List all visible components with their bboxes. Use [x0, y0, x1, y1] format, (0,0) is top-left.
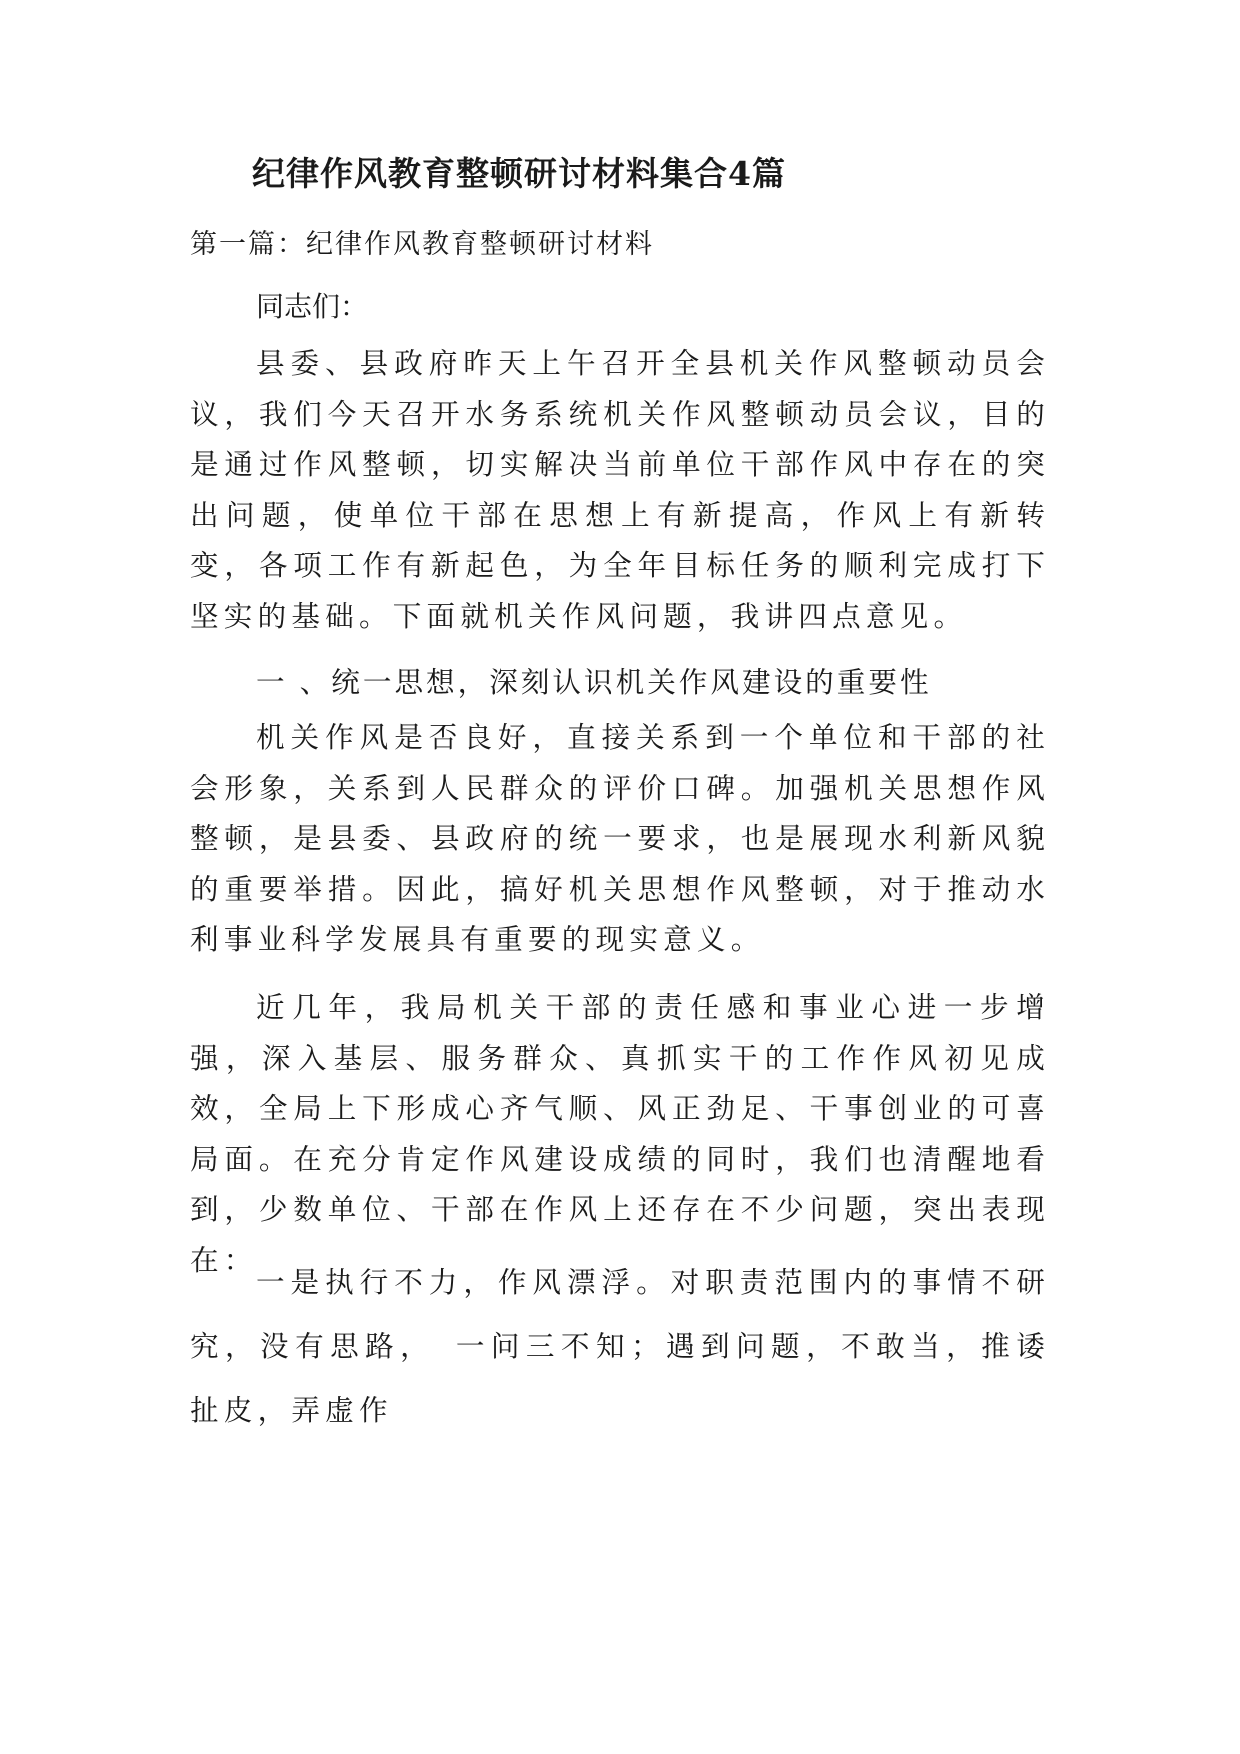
paragraph-opening: 县委、县政府昨天上午召开全县机关作风整顿动员会议，我们今天召开水务系统机关作风整顿动员会议，目的是通过作风整顿，切实解决当前单位干部作风中存在的突出问题，使单位干部在思想上有新提高，作风上有新转变，各项工作有新起色，为全年目标任务的顺利完成打下坚实的基础。下面就机关作风问题，我讲四点意见。 [190, 346, 1050, 633]
paragraph-recent-years: 近几年，我局机关干部的责任感和事业心进一步增强，深入基层、服务群众、真抓实干的工作作风初见成效，全局上下形成心齐气顺、风正劲足、干事创业的可喜局面。在充分肯定作风建设成绩的同时，我们也清醒地看到，少数单位、干部在作风上还存在不少问题，突出表现在： [190, 990, 1050, 1277]
paragraph-point-one-heading: 一 、统一思想，深刻认识机关作风建设的重要性 [256, 665, 932, 699]
paragraph-problem-one: 一是执行不力，作风漂浮。对职责范围内的事情不研究，没有思路， 一问三不知；遇到问题，不敢当，推诿扯皮，弄虚作 [190, 1265, 1050, 1427]
document-title: 纪律作风教育整顿研讨材料集合4篇 [252, 154, 786, 193]
paragraph-importance: 机关作风是否良好，直接关系到一个单位和干部的社会形象，关系到人民群众的评价口碑。加强机关思想作风整顿，是县委、县政府的统一要求，也是展现水利新风貌的重要举措。因此，搞好机关思想作风整顿，对于推动水利事业科学发展具有重要的现实意义。 [190, 720, 1050, 956]
salutation: 同志们： [256, 290, 369, 323]
section-heading: 第一篇：纪律作风教育整顿研讨材料 [190, 229, 654, 260]
